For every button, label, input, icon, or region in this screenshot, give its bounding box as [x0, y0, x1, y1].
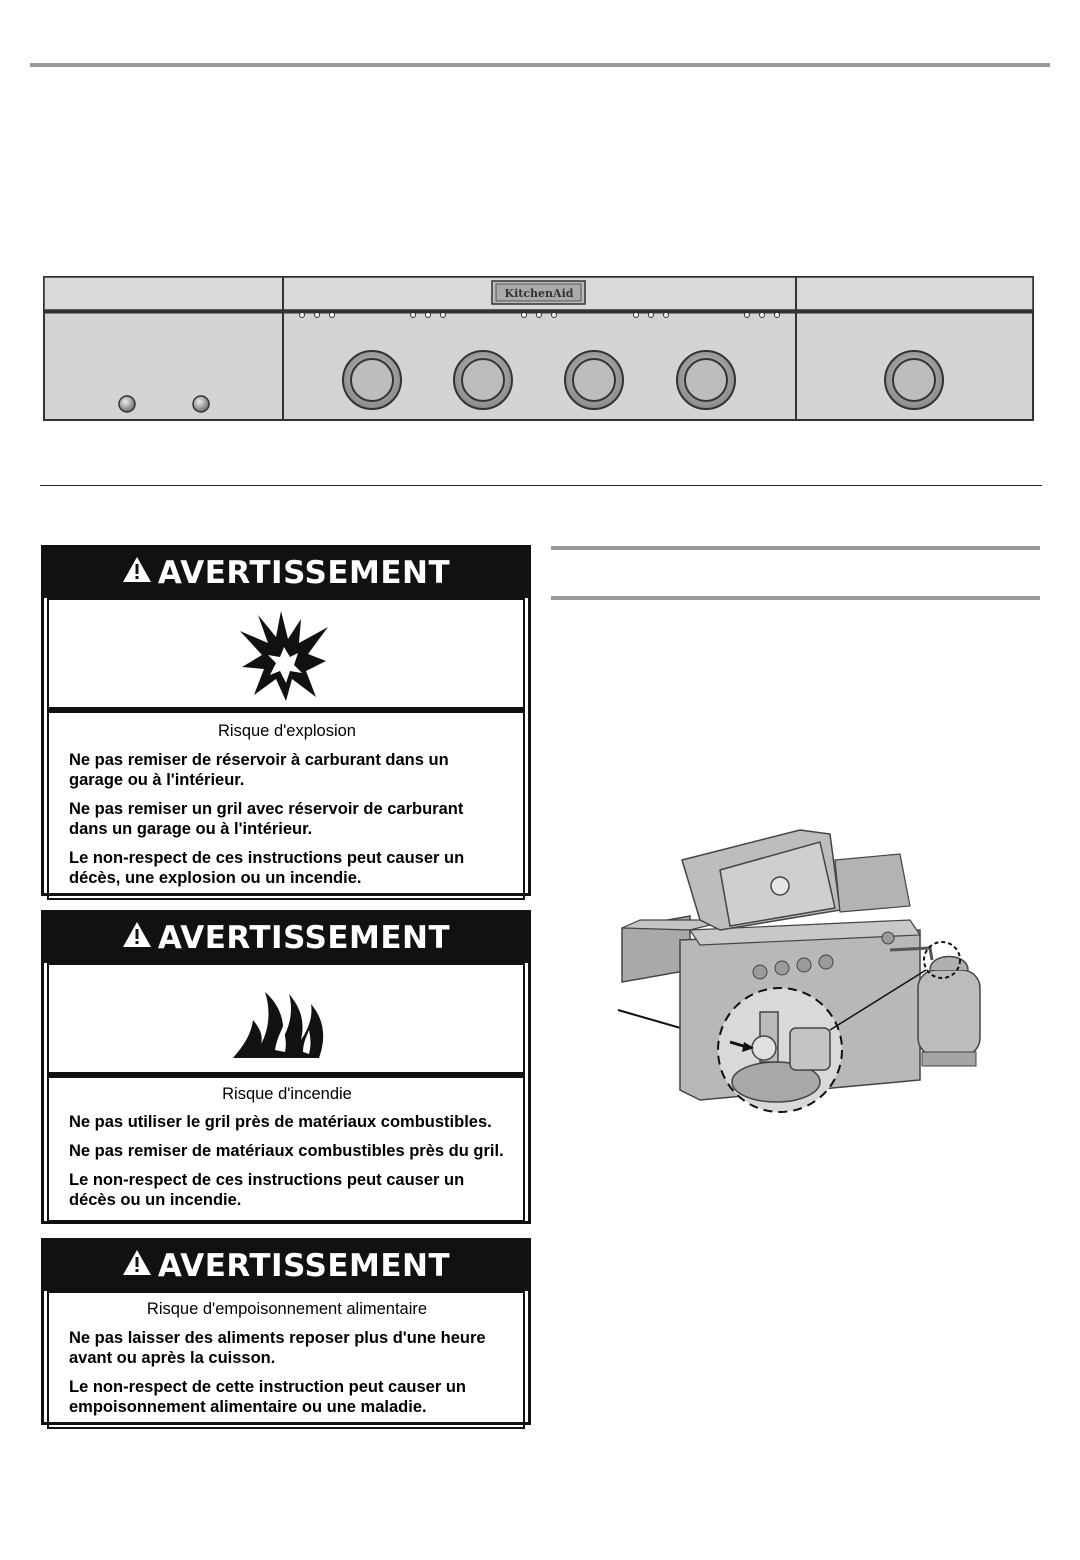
right-heading-rule-top: [551, 546, 1040, 550]
warning-text: Ne pas laisser des aliments reposer plus d'une heure avant ou après la cuisson.: [69, 1329, 486, 1367]
brand-logo: KitchenAid: [504, 287, 574, 300]
warning-triangle-icon: [122, 920, 152, 956]
warning-explosion: [41, 545, 531, 896]
warning-text: Le non-respect de cette instruction peut causer un empoisonnement alimentaire ou une maladie.: [69, 1378, 466, 1416]
warning-triangle-icon: [122, 555, 152, 591]
warning-triangle-icon: [122, 1248, 152, 1284]
warning-fire: [41, 910, 531, 1224]
grill-lp-tank-illustration: [610, 820, 990, 1130]
warning-text: Le non-respect de ces instructions peut causer un décès ou un incendie.: [69, 1171, 465, 1209]
fire-icon: [49, 965, 523, 1075]
control-panel-illustration: [43, 276, 1034, 421]
warning-header: AVERTISSEMENT: [44, 1241, 528, 1291]
warning-text: Ne pas utiliser le gril près de matériaux combustibles.: [69, 1113, 492, 1131]
warning-text: Le non-respect de ces instructions peut causer un décès, une explosion ou un incendie.: [69, 849, 465, 887]
warning-title: Risque d'explosion: [218, 722, 356, 740]
warning-text: Ne pas remiser un gril avec réservoir de carburant dans un garage ou à l'intérieur.: [69, 800, 464, 838]
warning-text: Ne pas remiser de réservoir à carburant dans un garage ou à l'intérieur.: [69, 751, 449, 789]
warning-title: Risque d'incendie: [222, 1085, 352, 1103]
explosion-icon: [49, 600, 523, 710]
warning-header: AVERTISSEMENT: [44, 548, 528, 598]
warning-food-poisoning: [41, 1238, 531, 1425]
warning-text: Ne pas remiser de matériaux combustibles près du gril.: [69, 1142, 504, 1160]
warning-title: Risque d'empoisonnement alimentaire: [146, 1300, 428, 1318]
right-heading-rule-bottom: [551, 596, 1040, 600]
top-divider: [30, 63, 1050, 67]
section-divider: [40, 485, 1042, 486]
warning-header: AVERTISSEMENT: [44, 913, 528, 963]
